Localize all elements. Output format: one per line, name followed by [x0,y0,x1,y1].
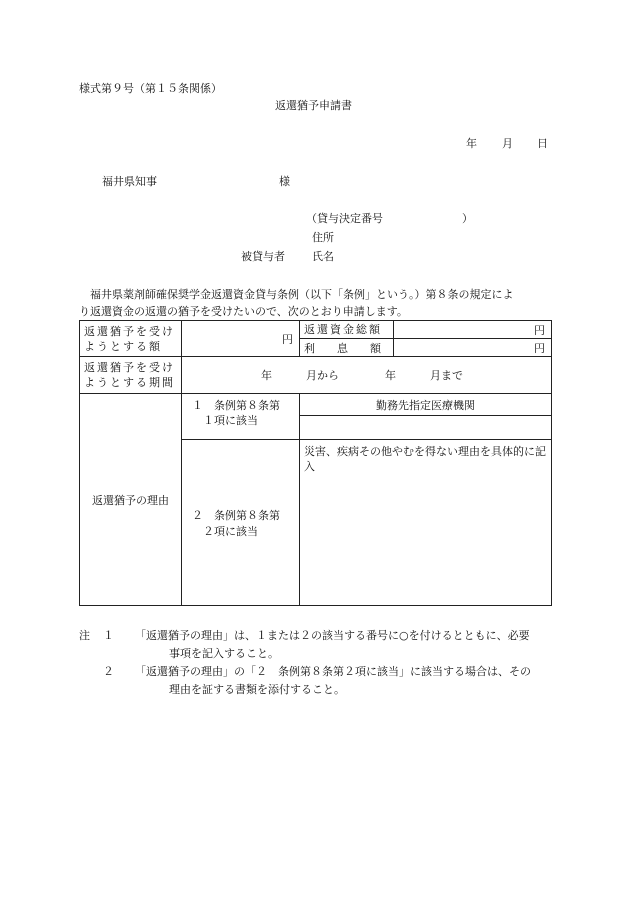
period-month-to: 月まで [430,369,463,382]
institution-label-cell: 勤務先指定医療機関 [300,394,552,416]
interest-value-cell[interactable] [394,339,552,357]
interest-label-cell: 利 息 額 [300,339,394,357]
amount-yen-label: 円 [282,332,293,346]
date-day-label: 日 [537,137,548,150]
note-1-number: １ [103,629,114,642]
body-line-2: り返還資金の返還の猶予を受けたいので、次のとおり申請します。 [79,305,408,318]
addressee-honorific: 様 [279,175,290,188]
total-value-cell[interactable] [394,321,552,339]
name-label: 氏名 [312,250,334,263]
reason-2-cell[interactable]: ２ 条例第８条第 ２項に該当 [182,440,300,606]
note-mark: 注 [79,629,90,642]
form-title: 返還猶予申請書 [275,99,352,112]
period-value-cell[interactable] [182,357,552,394]
amount-value-cell[interactable] [182,321,300,357]
borrower-label: 被貸与者 [241,250,285,263]
date-month-label: 月 [502,137,513,150]
reason-1-cell[interactable]: １ 条例第８条第 １項に該当 [182,394,300,440]
notes-section [79,627,559,699]
period-month-from: 月から [306,369,339,382]
total-label-cell: 返還資金総額 [300,321,394,339]
note-1-line-1: 「返還猶予の理由」は、１または２の該当する番号に○を付けるとともに、必要 [135,629,530,642]
loan-number-close: ） [462,212,473,225]
period-label-cell: 返還猶予を受け ようとする期間 [80,357,182,394]
note-2-number: ２ [103,665,114,678]
application-table [79,320,552,606]
institution-value-cell[interactable] [300,416,552,440]
body-line-1: 福井県薬剤師確保奨学金返還資金貸与条例（以下「条例」という。）第８条の規定によ [90,288,514,301]
interest-yen-label: 円 [534,341,545,355]
date-year-label: 年 [466,137,477,150]
body-paragraph [79,286,551,320]
reason-2-description-cell[interactable]: 災害、疾病その他やむを得ない理由を具体的に記入 [300,440,552,606]
note-2-line-1: 「返還猶予の理由」の「２ 条例第８条第２項に該当」に該当する場合は、その [135,665,531,678]
loan-number-open: （貸与決定番号 [306,212,383,225]
address-label: 住所 [312,231,334,244]
reason-label-cell: 返還猶予の理由 [80,394,182,606]
total-yen-label: 円 [534,323,545,337]
addressee-name: 福井県知事 [102,175,157,188]
period-year-to: 年 [385,369,396,382]
period-year-from: 年 [261,369,272,382]
amount-label-cell: 返還猶予を受け ようとする額 [80,321,182,357]
form-number: 様式第９号（第１５条関係） [79,82,222,95]
note-2-line-2: 理由を証する書類を添付すること。 [169,683,345,696]
note-1-line-2: 事項を記入すること。 [169,647,279,660]
